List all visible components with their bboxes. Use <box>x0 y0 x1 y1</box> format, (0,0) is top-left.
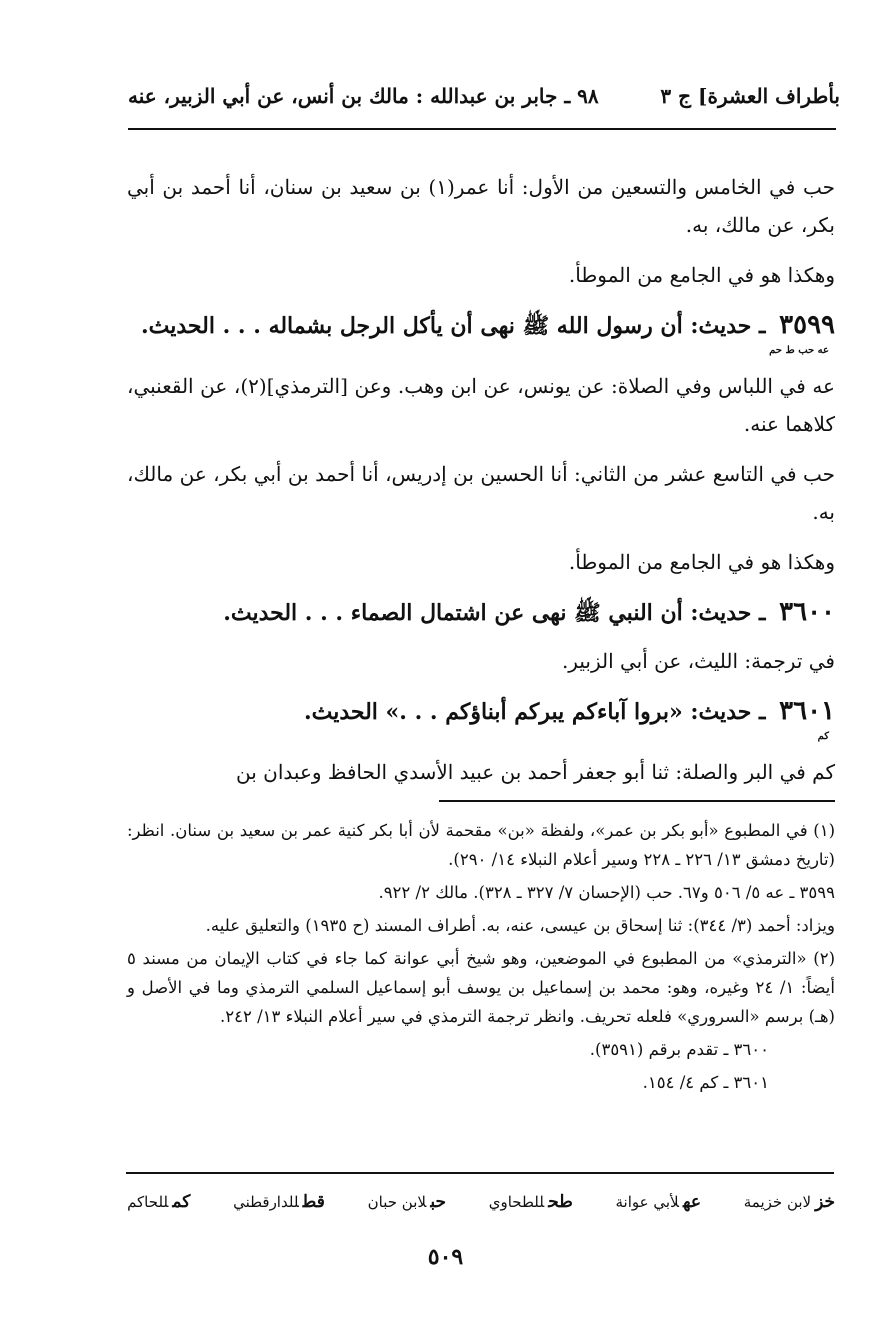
hadith-number: ٣٦٠٠ <box>779 597 835 627</box>
legend-item: حبلابن حبان <box>367 1192 446 1212</box>
paragraph: وهكذا هو في الجامع من الموطأ. <box>568 550 835 574</box>
footnote-ref-3600: ٣٦٠٠ ـ تقدم برقم (٣٥٩١). <box>589 1040 769 1059</box>
footnote-1: (١) في المطبوع «أبو بكر بن عمر»، ولفظة «بن» مقحمة لأن أبا بكر كنية عمر بن سعيد بن سنان. انظر: (تاريخ دمشق ١٣/ ٢٢٦ ـ ٢٢٨ وسير أعلام النبلاء ١٤/ ٢٩٠). <box>127 821 835 869</box>
hadith-number: ٣٦٠١ <box>779 696 835 726</box>
hadith-number: ٣٥٩٩ <box>779 310 835 340</box>
footnote-rule <box>439 800 835 802</box>
main-text <box>127 168 835 803</box>
page-number: ٥٠٩ <box>427 1244 464 1270</box>
hadith-3601 <box>127 692 835 743</box>
footnotes <box>127 816 835 1101</box>
hadith-text: ـ حديث: أن النبي ﷺ نهى عن اشتمال الصماء . . . الحديث. <box>223 600 766 626</box>
footnote-2: (٢) «الترمذي» من المطبوع في الموضعين، وهو شيخ أبي عوانة كما جاء في كتاب الإيمان من مسند ٥ أيضاً: ١/ ٢٤ وغيره، وهو: محمد بن إسماعيل بن يوسف أبو إسماعيل السلمي الترمذي وما في الأصل و (هـ) برسم «السروري» فلعله تحريف. وانظر ترجمة الترمذي في سير أعلام النبلاء ١٣/ ٢٤٢. <box>127 949 835 1026</box>
header-chapter-title: ٩٨ ـ جابر بن عبدالله : مالك بن أنس، عن أبي الزبير، عنه <box>128 84 599 108</box>
footnote-ref-3601: ٣٦٠١ ـ كم ٤/ ١٥٤. <box>642 1073 769 1092</box>
legend-item: طحللطحاوي <box>488 1192 573 1212</box>
hadith-text: ـ حديث: «بروا آباءكم يبركم أبناؤكم . . .» الحديث. <box>303 699 766 725</box>
running-header <box>128 78 840 118</box>
hadith-sigla: عه حب ط حم <box>769 345 829 356</box>
paragraph: كم في البر والصلة: ثنا أبو جعفر أحمد بن عبيد الأسدي الحافظ وعبدان بن <box>236 760 835 784</box>
hadith-3600 <box>127 593 835 632</box>
legend-item: عهلأبي عوانة <box>615 1192 701 1212</box>
paragraph: حب في التاسع عشر من الثاني: أنا الحسين بن إدريس، أنا أحمد بن أبي بكر، عن مالك، به. <box>127 462 835 524</box>
paragraph: حب في الخامس والتسعين من الأول: أنا عمر(١) بن سعيد بن سنان، أنا أحمد بن أبي بكر، عن مالك، به. <box>127 175 836 237</box>
abbreviation-legend <box>127 1192 835 1212</box>
paragraph: وهكذا هو في الجامع من الموطأ. <box>568 263 835 287</box>
hadith-sigla: كم <box>817 731 829 742</box>
hadith-3599 <box>127 306 835 357</box>
paragraph: عه في اللباس وفي الصلاة: عن يونس، عن ابن وهب. وعن [الترمذي](٢)، عن القعنبي، كلاهما عنه. <box>127 374 835 436</box>
header-rule <box>128 128 836 130</box>
legend-rule <box>126 1172 834 1174</box>
footnote-ref-3599: ٣٥٩٩ ـ عه ٥/ ٥٠٦ و٦٧. حب (الإحسان ٧/ ٣٢٧ ـ ٣٢٨). مالك ٢/ ٩٢٢. <box>378 883 835 902</box>
header-book-title: بأطراف العشرة] ج ٣ <box>660 84 840 108</box>
legend-item: قطللدارقطني <box>233 1192 325 1212</box>
hadith-text: ـ حديث: أن رسول الله ﷺ نهى أن يأكل الرجل بشماله . . . الحديث. <box>141 313 766 339</box>
legend-item: كمللحاكم <box>127 1192 191 1212</box>
footnote-addition: ويزاد: أحمد (٣/ ٣٤٤): ثنا إسحاق بن عيسى، عنه، به. أطراف المسند (ح ١٩٣٥) والتعليق عليه. <box>205 916 835 935</box>
paragraph: في ترجمة: الليث، عن أبي الزبير. <box>561 649 835 673</box>
legend-item: خزلابن خزيمة <box>743 1192 835 1212</box>
